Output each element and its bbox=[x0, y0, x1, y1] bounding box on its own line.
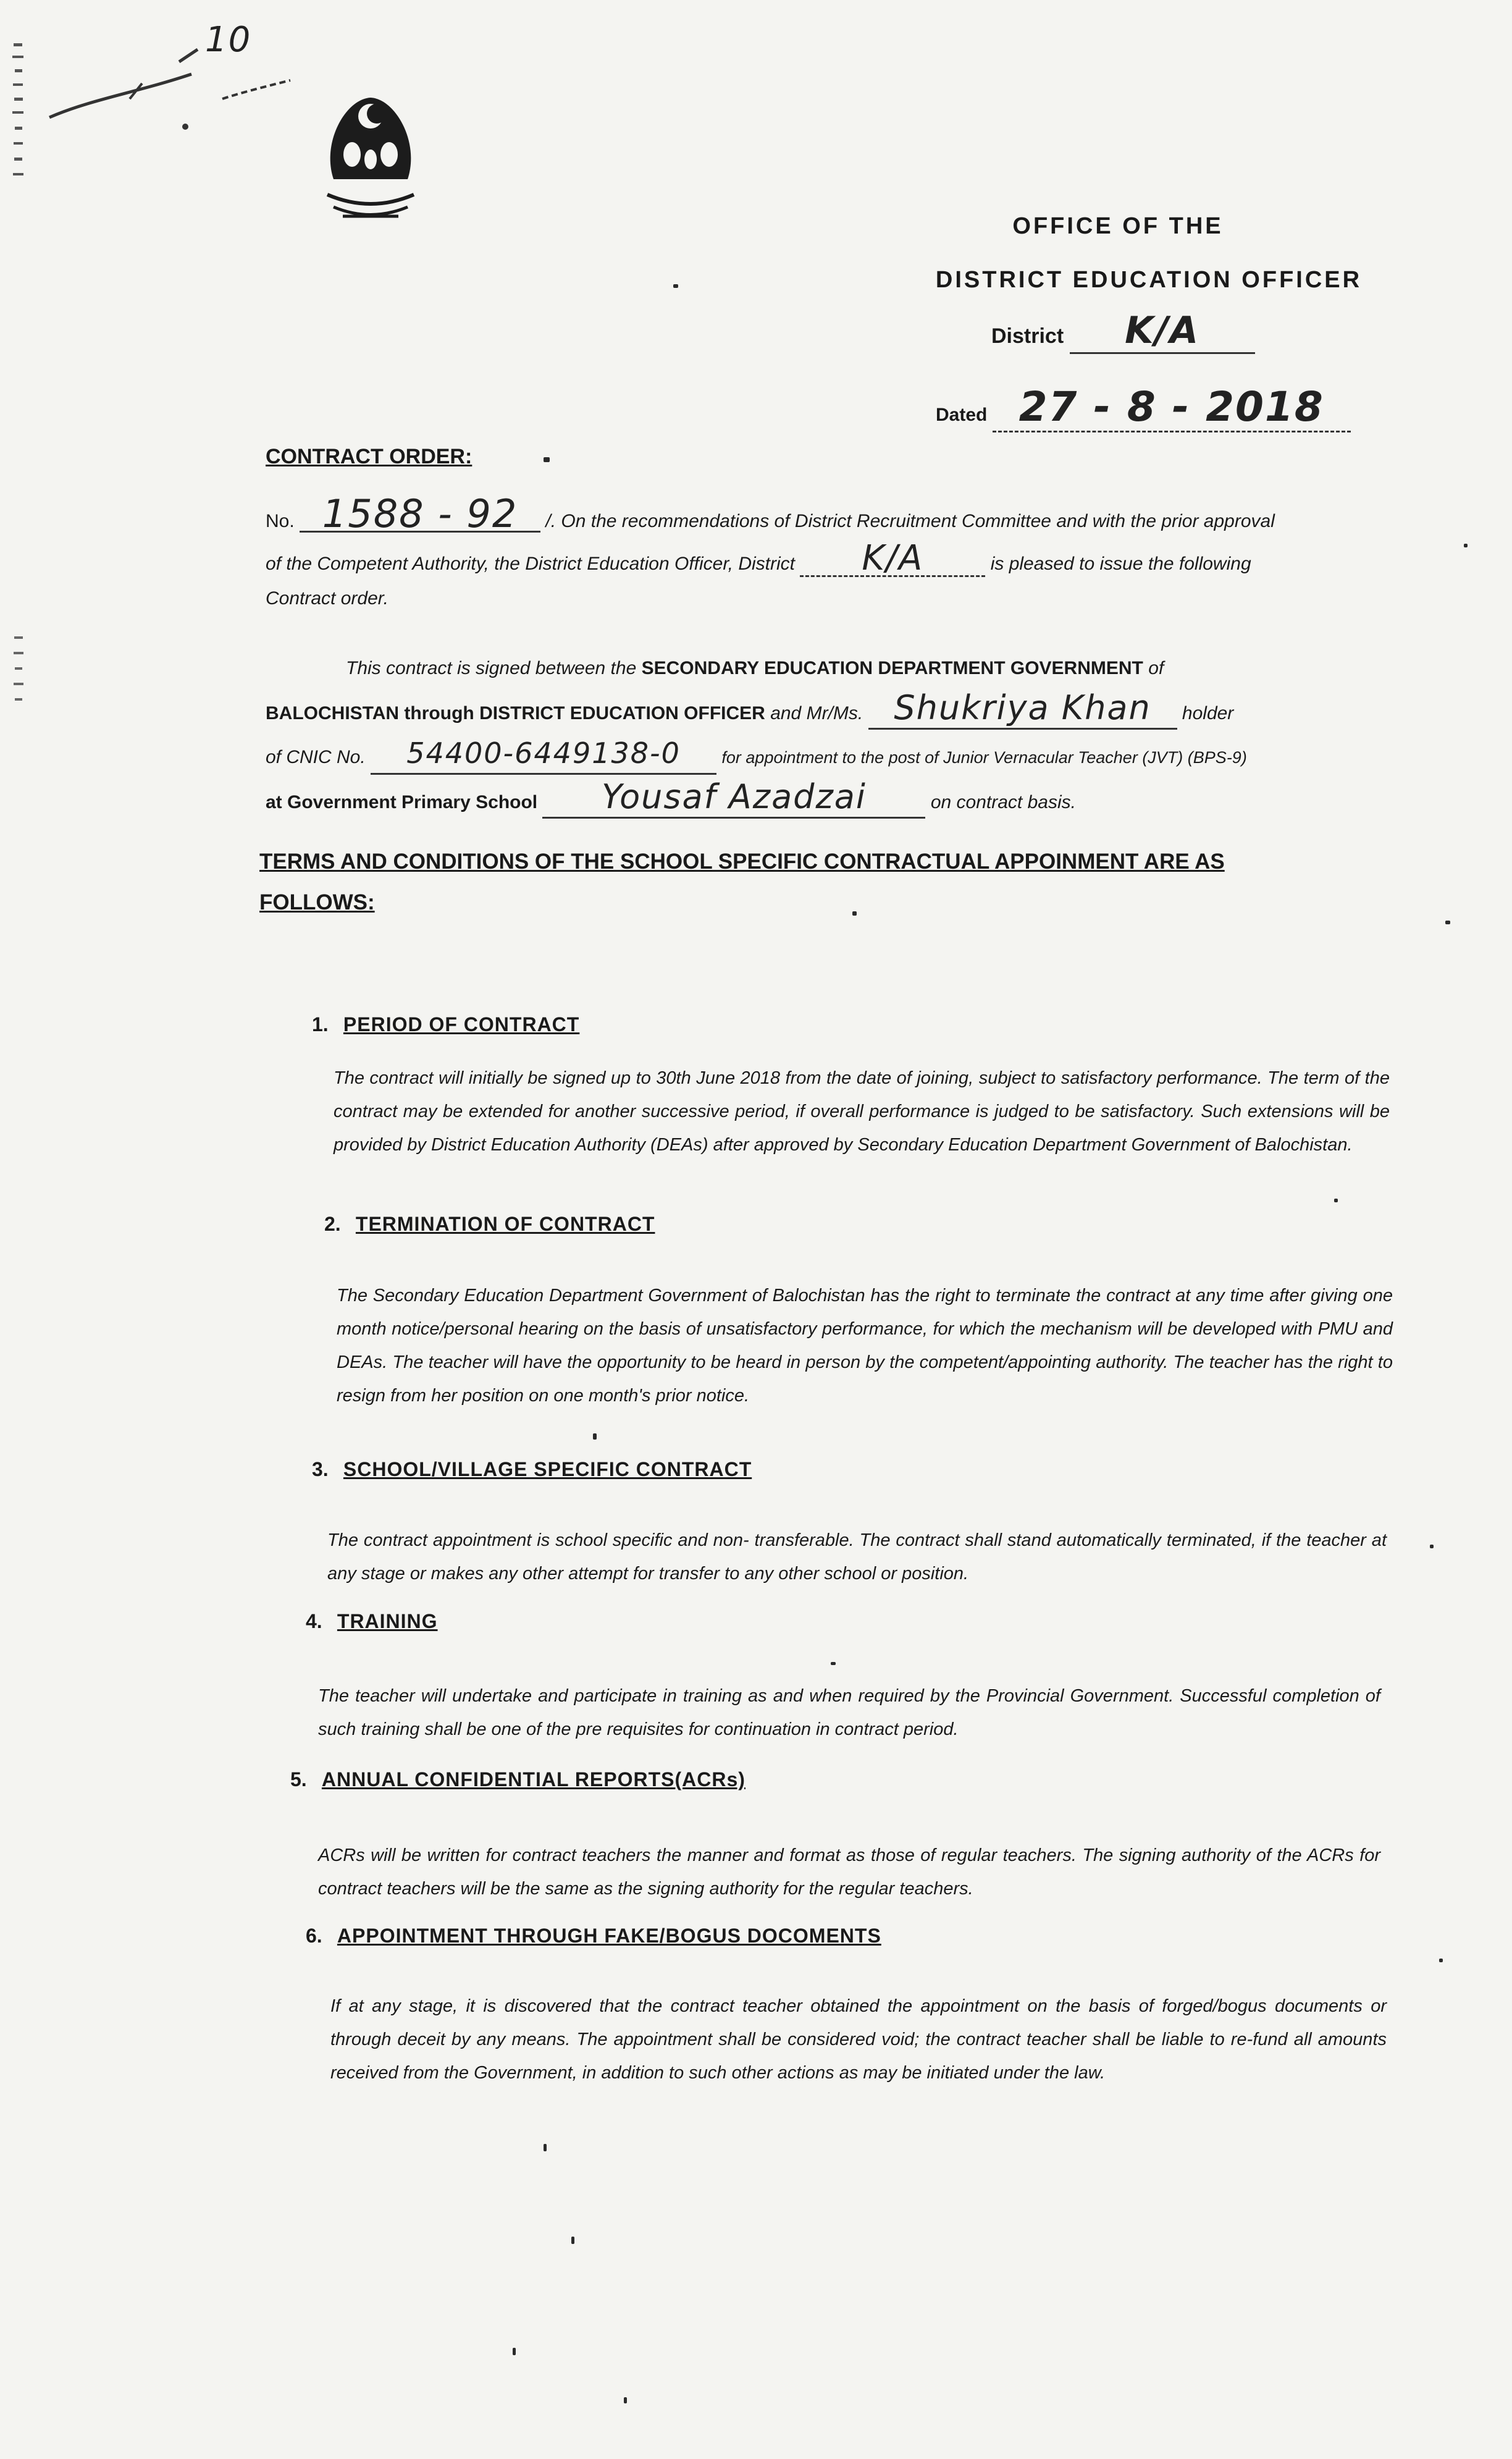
section-6-text: If at any stage, it is discovered that the contract teacher obtained the appointment on the basis of forged/bogus documents or through deceit by any means. The appointment shall be considered void; the contract teacher shall be liable to re-fund all amounts received from the Government, in addition to such other actions as may be initiated under the law. bbox=[330, 1996, 1387, 2083]
dated-line bbox=[936, 383, 1351, 432]
section-2-title: TERMINATION OF CONTRACT bbox=[355, 1213, 655, 1235]
section-3-number: 3. bbox=[312, 1458, 329, 1480]
office-subtitle: DISTRICT EDUCATION OFFICER bbox=[935, 267, 1363, 293]
photocopy-speck bbox=[571, 2237, 574, 2244]
contract-line-2 bbox=[266, 688, 1402, 733]
photocopy-speck bbox=[544, 2144, 547, 2151]
photocopy-speck bbox=[1430, 1545, 1434, 1548]
section-4-title: TRAINING bbox=[337, 1610, 438, 1632]
binding-marks-lower bbox=[11, 630, 30, 717]
photocopy-speck bbox=[1439, 1959, 1443, 1962]
binding-marks bbox=[9, 37, 33, 198]
photocopy-speck bbox=[1445, 921, 1450, 924]
section-1-number: 1. bbox=[312, 1013, 329, 1035]
contract-line-4 bbox=[266, 777, 1402, 822]
photocopy-speck bbox=[831, 1662, 836, 1665]
district-label: District bbox=[991, 324, 1064, 348]
contract-text-4b: on contract basis. bbox=[930, 792, 1076, 812]
order-intro-text-2: of the Competent Authority, the District Education Officer, District bbox=[266, 554, 796, 574]
section-5-title: ANNUAL CONFIDENTIAL REPORTS(ACRs) bbox=[321, 1768, 746, 1790]
section-2-text: The Secondary Education Department Government of Balochistan has the right to terminate the contract at any time after giving one month notice/personal hearing on the basis of unsatisfactory performance, for which the mechanism will be developed with PMU and DEAs. The teacher will have the opportunity to be heard in person by the competent/appointing authority. The teacher has the right to resign from her position on one month's prior notice. bbox=[337, 1286, 1393, 1406]
section-4-number: 4. bbox=[306, 1610, 322, 1632]
order-no-label: No. bbox=[266, 511, 295, 531]
section-4-heading bbox=[306, 1610, 438, 1633]
photocopy-speck bbox=[673, 284, 678, 288]
binding-marks-lower-graphic bbox=[11, 630, 30, 717]
section-3-title: SCHOOL/VILLAGE SPECIFIC CONTRACT bbox=[343, 1458, 752, 1480]
dated-value: 27 - 8 - 2018 bbox=[993, 383, 1351, 432]
photocopy-speck bbox=[593, 1433, 597, 1440]
district-value: K/A bbox=[1070, 309, 1255, 354]
balochistan-emblem-logo bbox=[309, 86, 432, 229]
contract-paragraph bbox=[266, 649, 1402, 822]
order-intro-text-1: /. On the recommendations of District Recruitment Committee and with the prior approval bbox=[545, 511, 1275, 531]
contract-text-2a: BALOCHISTAN through bbox=[266, 703, 474, 723]
photocopy-speck bbox=[1464, 544, 1468, 547]
terms-heading-line-1: TERMS AND CONDITIONS OF THE SCHOOL SPECIFIC CONTRACTUAL APPOINMENT ARE AS bbox=[259, 850, 1225, 874]
photocopy-speck bbox=[624, 2397, 627, 2403]
terms-heading bbox=[259, 841, 1225, 923]
section-5-text: ACRs will be written for contract teachers the manner and format as those of regular teachers. The signing authority of the ACRs for contract teachers will be the same as the signing authority for the regular teachers. bbox=[318, 1845, 1380, 1899]
page-mark: 10 bbox=[205, 20, 252, 60]
cnic-number: 54400-6449138-0 bbox=[371, 733, 716, 775]
photocopy-speck bbox=[1334, 1199, 1338, 1202]
school-name: Yousaf Azadzai bbox=[542, 777, 925, 819]
section-6-title: APPOINTMENT THROUGH FAKE/BOGUS DOCOMENTS bbox=[337, 1925, 881, 1947]
pen-scribble bbox=[37, 25, 309, 130]
section-2-heading bbox=[324, 1213, 655, 1236]
order-intro-line-2 bbox=[266, 538, 1396, 581]
contract-text-3a: of CNIC No. bbox=[266, 747, 366, 767]
contract-text-1a: This contract is signed between the bbox=[346, 658, 637, 678]
section-1-text: The contract will initially be signed up to 30th June 2018 from the date of joining, subject to satisfactory performance. The term of the contract may be extended for another successive period, if overall performance is judged to be satisfactory. Such extensions will be provided by District Education Authority (DEAs) after approved by Secondary Education Department Government of Balochistan. bbox=[334, 1068, 1390, 1155]
order-intro-district: K/A bbox=[800, 542, 985, 577]
contract-text-2c: and Mr/Ms. bbox=[770, 703, 863, 723]
order-intro bbox=[266, 491, 1396, 615]
section-3-heading bbox=[312, 1458, 752, 1481]
section-5-heading bbox=[290, 1768, 746, 1791]
section-5-number: 5. bbox=[290, 1768, 307, 1790]
terms-heading-line-2: FOLLOWS: bbox=[259, 890, 375, 914]
order-intro-line-1 bbox=[266, 491, 1396, 538]
section-4-text: The teacher will undertake and participate in training as and when required by the Provincial Government. Successful completion of such training shall be one of the pre requisites for continuation in contract period. bbox=[318, 1686, 1380, 1739]
section-6-heading bbox=[306, 1925, 881, 1947]
section-1-heading bbox=[312, 1013, 579, 1036]
office-title: OFFICE OF THE bbox=[1012, 213, 1224, 239]
section-1-title: PERIOD OF CONTRACT bbox=[343, 1013, 580, 1035]
contract-text-3b: for appointment to the post of Junior Vernacular Teacher (JVT) (BPS-9) bbox=[721, 748, 1247, 767]
section-6-number: 6. bbox=[306, 1925, 322, 1947]
photocopy-speck bbox=[513, 2348, 516, 2355]
section-2-number: 2. bbox=[324, 1213, 341, 1235]
contract-text-4a: at Government Primary School bbox=[266, 792, 538, 812]
order-intro-text-3: is pleased to issue the following bbox=[990, 554, 1251, 574]
section-3-text: The contract appointment is school specific and non- transferable. The contract shall stand automatically terminated, if the teacher at any stage or makes any other attempt for transfer to any other school or position. bbox=[327, 1530, 1387, 1584]
contract-order-heading bbox=[266, 445, 472, 469]
order-intro-line-3: Contract order. bbox=[266, 588, 388, 609]
district-line bbox=[991, 309, 1255, 354]
contract-order-heading-text: CONTRACT ORDER: bbox=[266, 445, 472, 468]
contract-text-2d: holder bbox=[1182, 703, 1234, 723]
photocopy-speck bbox=[544, 457, 550, 462]
contract-text-1b: SECONDARY EDUCATION DEPARTMENT GOVERNMENT bbox=[641, 658, 1143, 678]
order-no-value: 1588 - 92 bbox=[300, 497, 540, 533]
contract-text-2b: DISTRICT EDUCATION OFFICER bbox=[479, 703, 765, 723]
dated-label: Dated bbox=[936, 405, 988, 425]
contract-text-1c: of bbox=[1148, 658, 1164, 678]
contract-line-1 bbox=[266, 649, 1402, 688]
binding-marks-graphic bbox=[9, 37, 33, 198]
teacher-name: Shukriya Khan bbox=[868, 688, 1177, 730]
photocopy-speck bbox=[852, 911, 857, 916]
contract-line-3 bbox=[266, 733, 1402, 777]
